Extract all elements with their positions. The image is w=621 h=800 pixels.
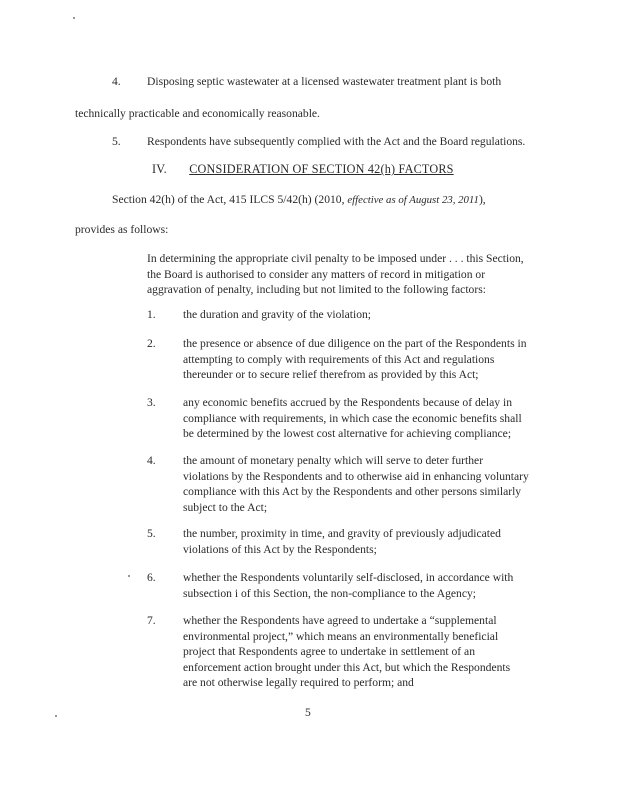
- para-5-text: Respondents have subsequently complied with the Act and the Board regulations.: [147, 135, 526, 148]
- scan-speck: [55, 715, 57, 717]
- para-4-line-1: Disposing septic wastewater at a licensed wastewater treatment plant is both: [147, 75, 502, 88]
- para-5-number: 5.: [112, 135, 121, 148]
- scan-speck: [128, 575, 130, 577]
- section-heading-number: IV.: [152, 162, 167, 176]
- factor-line: be determined by the lowest cost alternative for achieving compliance;: [183, 427, 512, 440]
- factor-line: attempting to comply with requirements of this Act and regulations: [183, 352, 495, 366]
- factor-1-number: 1.: [147, 308, 156, 321]
- intro-line-2: provides as follows:: [75, 223, 169, 236]
- factor-line: subject to the Act;: [183, 500, 268, 514]
- factor-line: environmental project,” which means an environmentally beneficial: [183, 629, 499, 643]
- factor-line: any economic benefits accrued by the Respondents because of delay in: [183, 396, 513, 409]
- para-4-number: 4.: [112, 75, 121, 88]
- factor-line: the presence or absence of due diligence on the part of the Respondents in: [183, 337, 527, 350]
- factor-3-text: [183, 395, 522, 442]
- factor-line: compliance with this Act by the Respondents and other persons similarly: [183, 485, 522, 498]
- intro-citation: Section 42(h) of the Act, 415 ILCS 5/42(h) (2010,: [112, 193, 348, 206]
- quote-line: aggravation of penalty, including but not limited to the following factors:: [147, 283, 486, 296]
- factor-6-number: 6.: [147, 571, 156, 584]
- factor-7-text: [183, 613, 510, 691]
- scan-speck: [73, 17, 75, 19]
- intro-effective-date: effective as of August 23, 2011: [347, 194, 479, 206]
- factor-line: whether the Respondents voluntarily self-disclosed, in accordance with: [183, 571, 514, 584]
- factor-6-text: [183, 570, 513, 601]
- factor-line: are not otherwise legally required to perform; and: [183, 676, 414, 689]
- para-4-line-2: technically practicable and economically reasonable.: [75, 107, 320, 120]
- factor-line: the amount of monetary penalty which will serve to deter further: [183, 454, 484, 467]
- factor-line: enforcement action brought under this Act, but which the Respondents: [183, 660, 511, 674]
- factor-line: violations of this Act by the Respondents;: [183, 542, 377, 556]
- factor-line: whether the Respondents have agreed to undertake a “supplemental: [183, 614, 497, 627]
- factor-4-number: 4.: [147, 454, 156, 467]
- section-heading-title: CONSIDERATION OF SECTION 42(h) FACTORS: [189, 162, 454, 176]
- page-number: 5: [305, 706, 311, 719]
- quote-line: the Board is authorised to consider any matters of record in mitigation or: [147, 267, 486, 281]
- factor-line: violations by the Respondents and to otherwise aid in enhancing voluntary: [183, 469, 529, 483]
- factor-4-text: [183, 453, 529, 515]
- factor-5-text: [183, 526, 501, 557]
- section-heading: [152, 162, 454, 177]
- factor-line: the number, proximity in time, and gravity of previously adjudicated: [183, 527, 501, 540]
- factor-5-number: 5.: [147, 527, 156, 540]
- factor-2-number: 2.: [147, 337, 156, 350]
- factor-2-text: [183, 336, 527, 383]
- intro-suffix: ),: [478, 193, 486, 206]
- factor-line: thereunder or to secure relief therefrom as provided by this Act;: [183, 368, 479, 381]
- factor-line: subsection i of this Section, the non-compliance to the Agency;: [183, 586, 477, 600]
- factor-1-text: [183, 307, 371, 323]
- factor-line: the duration and gravity of the violation;: [183, 308, 372, 321]
- quote-line: In determining the appropriate civil penalty to be imposed under . . . this Section,: [147, 252, 524, 265]
- intro-line-1: [112, 192, 486, 208]
- statute-quote: [147, 251, 524, 298]
- factor-7-number: 7.: [147, 614, 156, 627]
- factor-line: project that Respondents agree to undertake in settlement of an: [183, 645, 476, 658]
- factor-line: compliance with requirements, in which case the economic benefits shall: [183, 411, 522, 425]
- factor-3-number: 3.: [147, 396, 156, 409]
